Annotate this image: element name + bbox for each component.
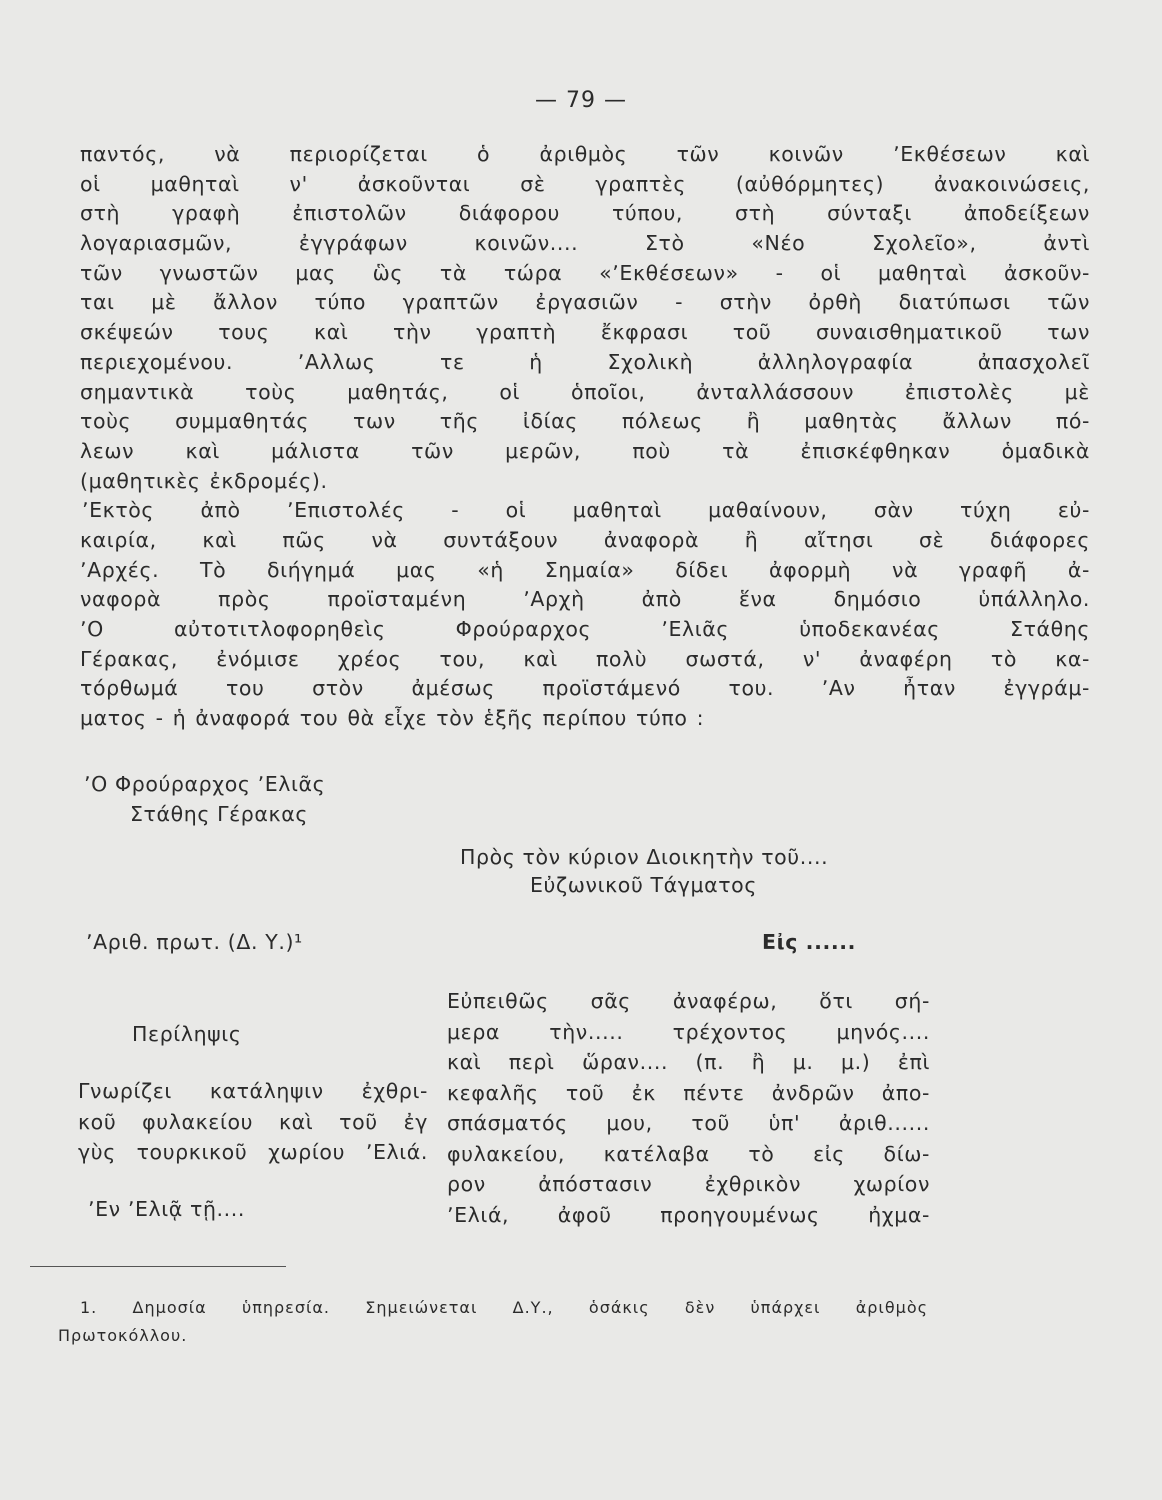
main-paragraphs: [80, 140, 1090, 734]
text-line: λεων καὶ μάλιστα τῶν μερῶν, ποὺ τὰ ἐπισκέφθηκαν ὁμαδικὰ: [80, 438, 1090, 463]
recipient-unit: Εὐζωνικοῦ Τάγματος: [530, 873, 757, 897]
summary-line: κοῦ φυλακείου καὶ τοῦ ἐγ: [78, 1109, 428, 1134]
text-line: καιρία, καὶ πῶς νὰ συντάξουν ἀναφορὰ ἢ αἴτησι σὲ διάφορες: [80, 527, 1090, 552]
footnote: [58, 1294, 928, 1350]
place-date: ʼΕν ʼΕλιᾷ τῇ....: [88, 1197, 246, 1221]
text-line: περιεχομένου. ʼΑλλως τε ἡ Σχολικὴ ἀλληλογραφία ἀπασχολεῖ: [80, 349, 1090, 374]
text-line: ʼΕκτὸς ἀπὸ ʼΕπιστολές - οἱ μαθηταὶ μαθαίνουν, σὰν τύχη εὐ-: [82, 498, 1090, 523]
letter-line: ρον ἀπόστασιν ἐχθρικὸν χωρίον: [447, 1172, 930, 1196]
letter-line: μερα τὴν..... τρέχοντος μηνός....: [447, 1019, 930, 1044]
text-line: σκέψεών τους καὶ τὴν γραπτὴ ἔκφρασι τοῦ συναισθηματικοῦ των: [80, 320, 1090, 345]
text-line: τόρθωμά του στὸν ἀμέσως προϊστάμενό του. ʼΑν ἦταν ἐγγράμ-: [80, 676, 1090, 701]
text-line: παντός, νὰ περιορίζεται ὁ ἀριθμὸς τῶν κοινῶν ʼΕκθέσεων καὶ: [80, 142, 1090, 166]
recipient-line: Πρὸς τὸν κύριον Διοικητὴν τοῦ....: [460, 845, 829, 869]
summary-heading: Περίληψις: [132, 1022, 242, 1046]
letter-line: ʼΕλιά, ἀφοῦ προηγουμένως ἠχμα-: [447, 1202, 930, 1227]
letter-body: [447, 986, 930, 1230]
text-line: Γέρακας, ἐνόμισε χρέος του, καὶ πολὺ σωστά, ν' ἀναφέρη τὸ κα-: [80, 646, 1090, 671]
text-line: τοὺς συμμαθητάς των τῆς ἰδίας πόλεως ἢ μαθητὰς ἄλλων πό-: [80, 409, 1090, 434]
protocol-number: ʼΑριθ. πρωτ. (Δ. Υ.)¹: [86, 930, 303, 954]
summary-text: [78, 1076, 428, 1168]
text-line: σημαντικὰ τοὺς μαθητάς, οἱ ὁποῖοι, ἀνταλλάσσουν ἐπιστολὲς μὲ: [80, 379, 1090, 404]
text-line: ματος - ἡ ἀναφορά του θὰ εἶχε τὸν ἑξῆς περίπου τύπο :: [80, 706, 705, 731]
text-line: ναφορὰ πρὸς προϊσταμένη ʼΑρχὴ ἀπὸ ἕνα δημόσιο ὑπάλληλο.: [80, 587, 1090, 612]
summary-line: γὺς τουρκικοῦ χωρίου ʼΕλιά.: [78, 1140, 428, 1164]
letter-line: καὶ περὶ ὥραν.... (π. ἢ μ. μ.) ἐπὶ: [447, 1050, 930, 1074]
text-line: στὴ γραφὴ ἐπιστολῶν διάφορου τύπου, στὴ σύνταξι ἀποδείξεων: [80, 201, 1090, 226]
text-line: ται μὲ ἄλλον τύπο γραπτῶν ἐργασιῶν - στὴν ὀρθὴ διατύπωσι τῶν: [80, 290, 1090, 315]
text-line: λογαριασμῶν, ἐγγράφων κοινῶν.... Στὸ «Νέο Σχολεῖο», ἀντὶ: [80, 231, 1090, 256]
footnote-divider: [30, 1266, 286, 1267]
footnote-line: Πρωτοκόλλου.: [58, 1326, 188, 1345]
letter-line: φυλακείου, κατέλαβα τὸ εἰς δίω-: [447, 1141, 930, 1166]
letter-line: Εὐπειθῶς σᾶς ἀναφέρω, ὅτι σή-: [447, 989, 930, 1013]
text-line: ʼΑρχές. Τὸ διήγημά μας «ἡ Σημαία» δίδει ἀφορμὴ νὰ γραφῆ ἀ-: [80, 557, 1090, 582]
page-number: — 79 —: [535, 88, 627, 113]
text-line: ʼΟ αὐτοτιτλοφορηθεὶς Φρούραρχος ʼΕλιᾶς ὑποδεκανέας Στάθης: [80, 617, 1090, 641]
text-line: τῶν γνωστῶν μας ὣς τὰ τώρα «ʼΕκθέσεων» - οἱ μαθηταὶ ἀσκοῦν-: [80, 260, 1090, 285]
summary-line: Γνωρίζει κατάληψιν ἐχθρι-: [78, 1079, 428, 1103]
letter-line: σπάσματός μου, τοῦ ὑπ' ἀριθ......: [447, 1111, 930, 1135]
text-line: οἱ μαθηταὶ ν' ἀσκοῦνται σὲ γραπτὲς (αὐθόρμητες) ἀνακοινώσεις,: [80, 171, 1090, 196]
footnote-line: 1. Δημοσία ὑπηρεσία. Σημειώνεται Δ.Υ., ὁσάκις δὲν ὑπάρχει ἀριθμὸς: [80, 1298, 928, 1317]
sender-name: Στάθης Γέρακας: [130, 802, 308, 826]
text-line: (μαθητικὲς ἐκδρομές).: [80, 468, 328, 493]
letter-line: κεφαλῆς τοῦ ἐκ πέντε ἀνδρῶν ἀπο-: [447, 1080, 930, 1105]
eis-line: Εἰς ......: [762, 930, 857, 954]
sender-title: ʼΟ Φρούραρχος ʼΕλιᾶς: [84, 772, 326, 796]
